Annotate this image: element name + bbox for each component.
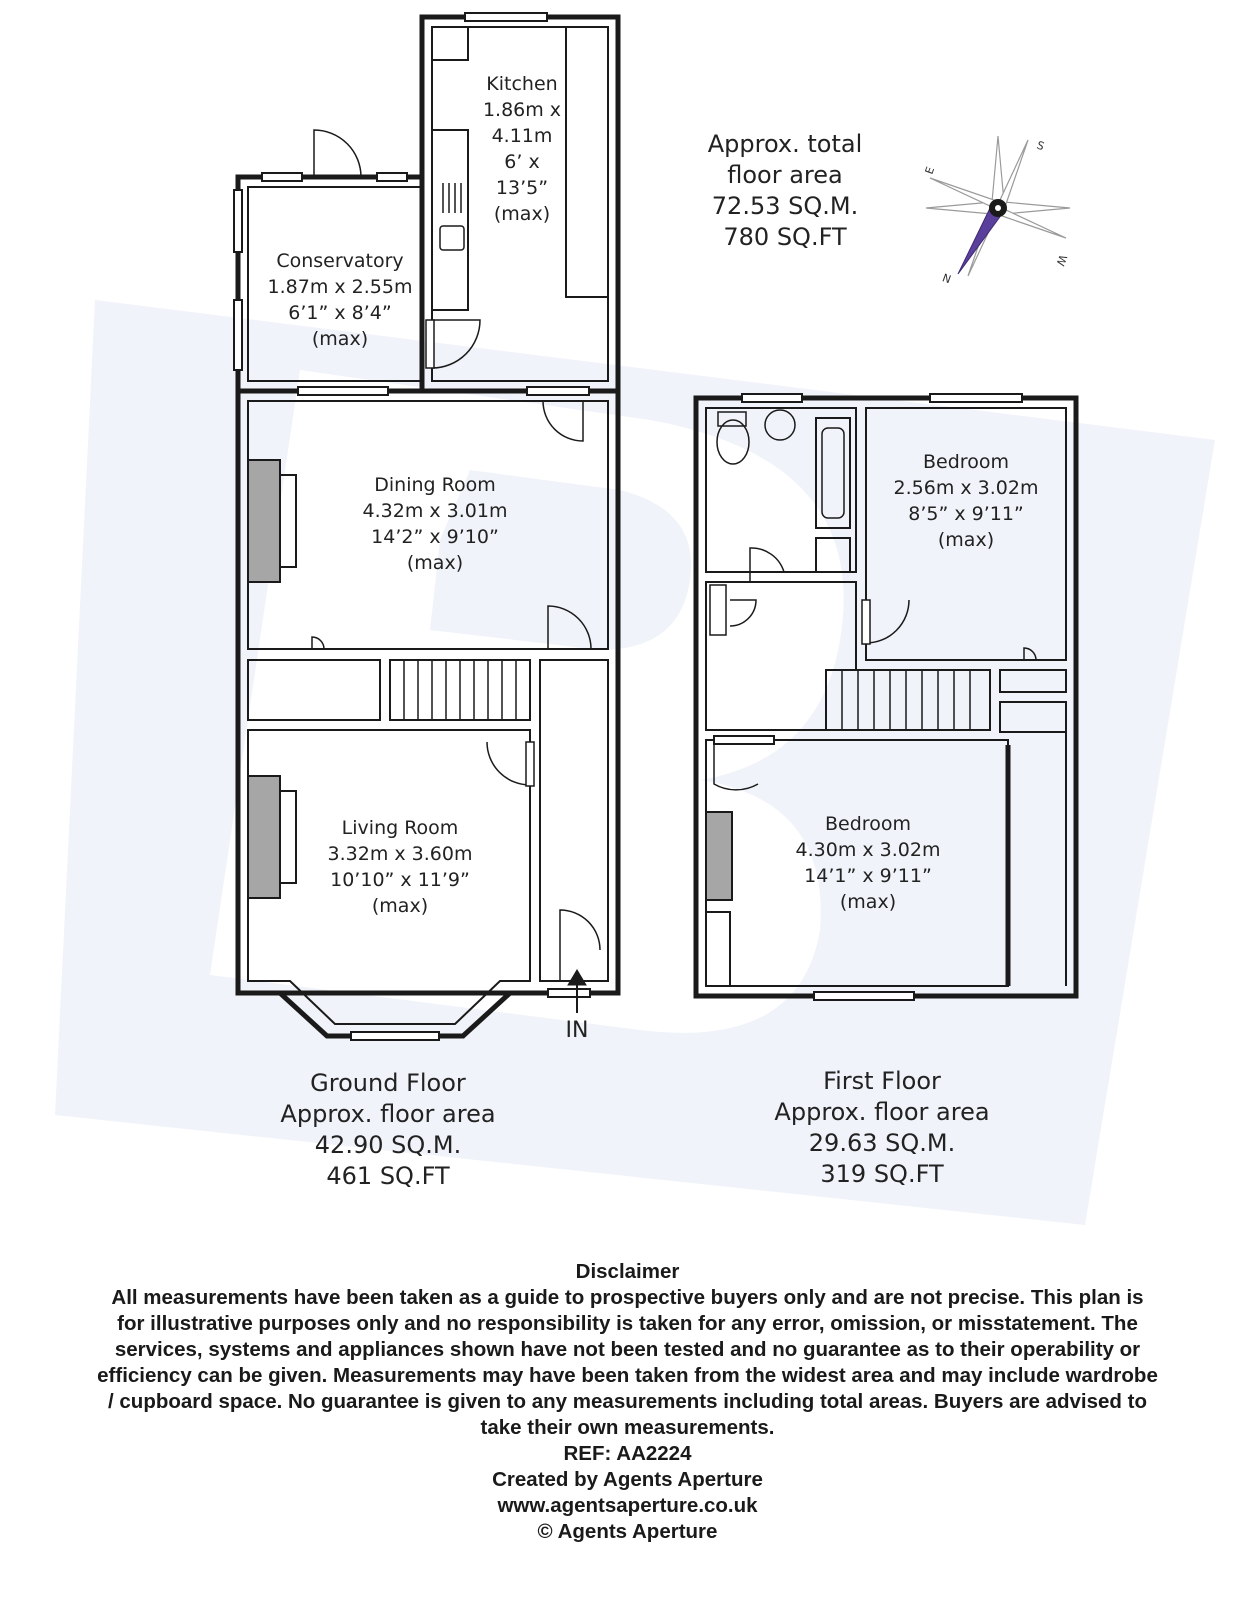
compass-rose bbox=[926, 136, 1070, 276]
total-line: 780 SQ.FT bbox=[723, 223, 847, 251]
summary-line: 42.90 SQ.M. bbox=[314, 1131, 462, 1159]
summary-line: First Floor bbox=[823, 1067, 941, 1095]
summary-line: 319 SQ.FT bbox=[820, 1160, 944, 1188]
watermark-logo bbox=[55, 300, 1215, 1225]
disclaimer-block bbox=[10, 1259, 1245, 1545]
created-by: Created by Agents Aperture bbox=[492, 1468, 763, 1491]
total-floor-area bbox=[708, 129, 863, 253]
total-line: 72.53 SQ.M. bbox=[711, 192, 859, 220]
summary-line: Approx. floor area bbox=[280, 1100, 496, 1128]
room-note: (max) bbox=[406, 552, 464, 574]
room-name: Kitchen bbox=[486, 73, 558, 95]
room-name: Bedroom bbox=[825, 813, 911, 835]
summary-line: 461 SQ.FT bbox=[326, 1162, 450, 1190]
disclaimer-line: services, systems and appliances shown have not been tested and no guarantee as to their operability or bbox=[114, 1338, 1141, 1361]
room-metric: 4.11m bbox=[491, 125, 553, 147]
room-imperial: 14’1” x 9’11” bbox=[804, 865, 932, 887]
summary-line: Ground Floor bbox=[310, 1069, 466, 1097]
reference-number: REF: AA2224 bbox=[563, 1442, 692, 1465]
room-imperial: 8’5” x 9’11” bbox=[908, 503, 1024, 525]
room-imperial: 13’5” bbox=[495, 177, 549, 199]
room-note: (max) bbox=[839, 891, 897, 913]
room-imperial: 10’10” x 11’9” bbox=[330, 869, 470, 891]
entrance-label: IN bbox=[565, 1018, 589, 1043]
compass-north-label: N bbox=[940, 270, 954, 286]
room-label-dining-room bbox=[363, 472, 508, 576]
room-metric: 4.32m x 3.01m bbox=[362, 500, 508, 522]
total-line: floor area bbox=[727, 161, 843, 189]
room-metric: 1.86m x bbox=[482, 99, 562, 121]
room-label-living-room bbox=[328, 815, 473, 919]
room-label-bedroom-large bbox=[796, 811, 941, 915]
room-label-bedroom-small bbox=[894, 449, 1039, 553]
ground-floor-summary bbox=[280, 1068, 495, 1192]
summary-line: 29.63 SQ.M. bbox=[808, 1129, 956, 1157]
room-name: Living Room bbox=[341, 817, 459, 839]
disclaimer-title: Disclaimer bbox=[575, 1260, 680, 1283]
compass-west-label: W bbox=[1053, 252, 1070, 268]
room-name: Dining Room bbox=[374, 474, 496, 496]
disclaimer-line: All measurements have been taken as a guide to prospective buyers only and are not precise. This plan is bbox=[111, 1286, 1144, 1309]
room-label-conservatory bbox=[268, 248, 413, 352]
compass-south-label: S bbox=[1034, 138, 1046, 154]
website-link[interactable]: www.agentsaperture.co.uk bbox=[497, 1494, 758, 1517]
first-floor-summary bbox=[774, 1066, 989, 1190]
room-imperial: 6’ x bbox=[504, 151, 540, 173]
summary-line: Approx. floor area bbox=[774, 1098, 990, 1126]
room-note: (max) bbox=[311, 328, 369, 350]
room-note: (max) bbox=[937, 529, 995, 551]
total-line: Approx. total bbox=[707, 130, 863, 158]
disclaimer-line: / cupboard space. No guarantee is given to any measurements including total areas. Buyers are advised to bbox=[108, 1390, 1147, 1413]
room-note: (max) bbox=[493, 203, 551, 225]
compass-east-label: E bbox=[922, 165, 938, 177]
copyright-notice: © Agents Aperture bbox=[537, 1520, 718, 1543]
room-name: Bedroom bbox=[923, 451, 1009, 473]
room-metric: 2.56m x 3.02m bbox=[893, 477, 1039, 499]
room-imperial: 14’2” x 9’10” bbox=[371, 526, 499, 548]
room-imperial: 6’1” x 8’4” bbox=[288, 302, 392, 324]
disclaimer-line: efficiency can be given. Measurements may have been taken from the widest area and may include wardrobe bbox=[97, 1364, 1158, 1387]
room-metric: 3.32m x 3.60m bbox=[327, 843, 473, 865]
room-metric: 1.87m x 2.55m bbox=[267, 276, 413, 298]
room-name: Conservatory bbox=[276, 250, 404, 272]
disclaimer-line: take their own measurements. bbox=[480, 1416, 775, 1439]
room-note: (max) bbox=[371, 895, 429, 917]
room-metric: 4.30m x 3.02m bbox=[795, 839, 941, 861]
disclaimer-line: for illustrative purposes only and no responsibility is taken for any error, omission, or misstatement. The bbox=[117, 1312, 1138, 1335]
room-label-kitchen bbox=[483, 71, 561, 227]
